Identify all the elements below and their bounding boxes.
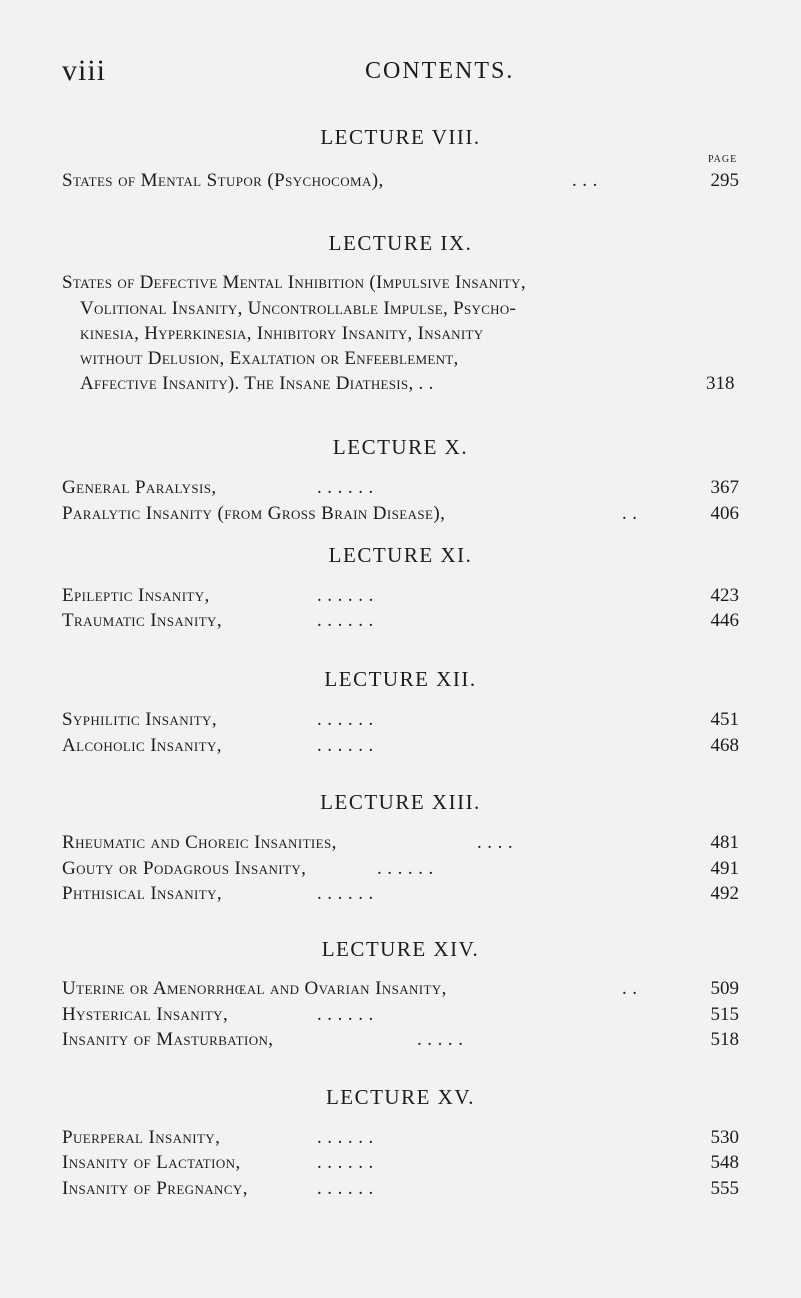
leader-dots: . . — [622, 503, 638, 524]
entry-page: 491 — [710, 858, 739, 879]
leader-dots: . . . . . . — [317, 883, 374, 904]
toc-entry — [62, 477, 739, 503]
leader-dots: . . . . . . — [377, 858, 434, 879]
toc-entry — [62, 610, 739, 636]
entry-page: 367 — [710, 477, 739, 498]
toc-entry — [62, 503, 739, 529]
leader-dots: . . . . . . — [317, 610, 374, 631]
leader-dots: . . . . . . — [317, 1127, 374, 1148]
entry-page: 406 — [710, 503, 739, 524]
toc-entry — [62, 832, 739, 858]
entry-page: 555 — [710, 1178, 739, 1199]
entry-title: Paralytic Insanity (from Gross Brain Disease), — [62, 503, 446, 524]
entry-title: Hysterical Insanity, — [62, 1004, 229, 1025]
toc-entry — [62, 978, 739, 1004]
entry-page: 492 — [710, 883, 739, 904]
entry-page: 515 — [710, 1004, 739, 1025]
entry-title: Insanity of Lactation, — [62, 1152, 241, 1173]
entry-page: 318 — [706, 373, 735, 394]
running-title: CONTENTS. — [365, 58, 515, 84]
leader-dots: . . . . . — [417, 1029, 464, 1050]
entry-title: Epileptic Insanity, — [62, 585, 210, 606]
leader-dots: . . . . — [477, 832, 514, 853]
entry-title: Puerperal Insanity, — [62, 1127, 221, 1148]
toc-entry — [62, 1178, 739, 1204]
leader-dots: . . . . . . — [317, 1178, 374, 1199]
lecture-heading: LECTURE VIII. — [320, 125, 481, 149]
leader-dots: . . . . . . — [317, 1152, 374, 1173]
lecture-heading: LECTURE XI. — [328, 543, 473, 567]
entry-page: 451 — [710, 709, 739, 730]
lecture-heading: LECTURE XV. — [325, 1085, 476, 1109]
page-column-label: PAGE — [708, 154, 738, 165]
page-number: viii — [62, 54, 107, 87]
entry-page: 446 — [710, 610, 739, 631]
entry-text-line: without Delusion, Exaltation or Enfeeblement, — [80, 348, 459, 369]
lecture-heading: LECTURE X. — [332, 435, 469, 459]
entry-title: Uterine or Amenorrhœal and Ovarian Insanity, — [62, 978, 447, 999]
leader-dots: . . . . . . — [317, 477, 374, 498]
toc-entry — [62, 585, 739, 611]
page-header — [0, 54, 801, 94]
leader-dots: . . . . . . — [317, 735, 374, 756]
toc-entry — [62, 1029, 739, 1055]
entry-page: 468 — [710, 735, 739, 756]
leader-dots: . . . . . . — [317, 585, 374, 606]
entry-title: Syphilitic Insanity, — [62, 709, 217, 730]
leader-dots: . . . . . . — [317, 1004, 374, 1025]
entry-title: Traumatic Insanity, — [62, 610, 222, 631]
entry-page: 423 — [710, 585, 739, 606]
entry-page: 295 — [710, 170, 739, 191]
entry-text-line: States of Defective Mental Inhibition (Impulsive Insanity, — [62, 272, 526, 293]
toc-entry — [62, 735, 739, 761]
entry-title: Insanity of Masturbation, — [62, 1029, 274, 1050]
toc-entry — [62, 1152, 739, 1178]
entry-title: Insanity of Pregnancy, — [62, 1178, 248, 1199]
entry-title: Gouty or Podagrous Insanity, — [62, 858, 307, 879]
lecture-heading: LECTURE IX. — [328, 231, 473, 255]
entry-page: 530 — [710, 1127, 739, 1148]
entry-title: Rheumatic and Choreic Insanities, — [62, 832, 337, 853]
entry-page: 518 — [710, 1029, 739, 1050]
entry-page: 509 — [710, 978, 739, 999]
entry-text-line: kinesia, Hyperkinesia, Inhibitory Insanity, Insanity — [80, 323, 484, 344]
entry-title: General Paralysis, — [62, 477, 217, 498]
entry-text-line: Volitional Insanity, Uncontrollable Impulse, Psycho- — [80, 298, 517, 319]
lecture-heading: LECTURE XII. — [324, 667, 477, 691]
toc-entry — [62, 1127, 739, 1153]
toc-entry — [62, 709, 739, 735]
entry-page: 481 — [710, 832, 739, 853]
entry-title: Phthisical Insanity, — [62, 883, 223, 904]
leader-dots: . . . . . . — [317, 709, 374, 730]
leader-dots: . . . — [572, 170, 598, 191]
entry-page: 548 — [710, 1152, 739, 1173]
toc-entry — [62, 170, 739, 196]
toc-entry — [62, 858, 739, 884]
entry-title: Alcoholic Insanity, — [62, 735, 222, 756]
entry-text-line: Affective Insanity). The Insane Diathesis, . . — [80, 373, 434, 394]
lecture-heading: LECTURE XIV. — [321, 937, 480, 961]
leader-dots: . . — [622, 978, 638, 999]
toc-entry — [62, 883, 739, 909]
entry-title: States of Mental Stupor (Psychocoma), — [62, 170, 384, 191]
toc-entry — [62, 1004, 739, 1030]
lecture-heading: LECTURE XIII. — [320, 790, 481, 814]
